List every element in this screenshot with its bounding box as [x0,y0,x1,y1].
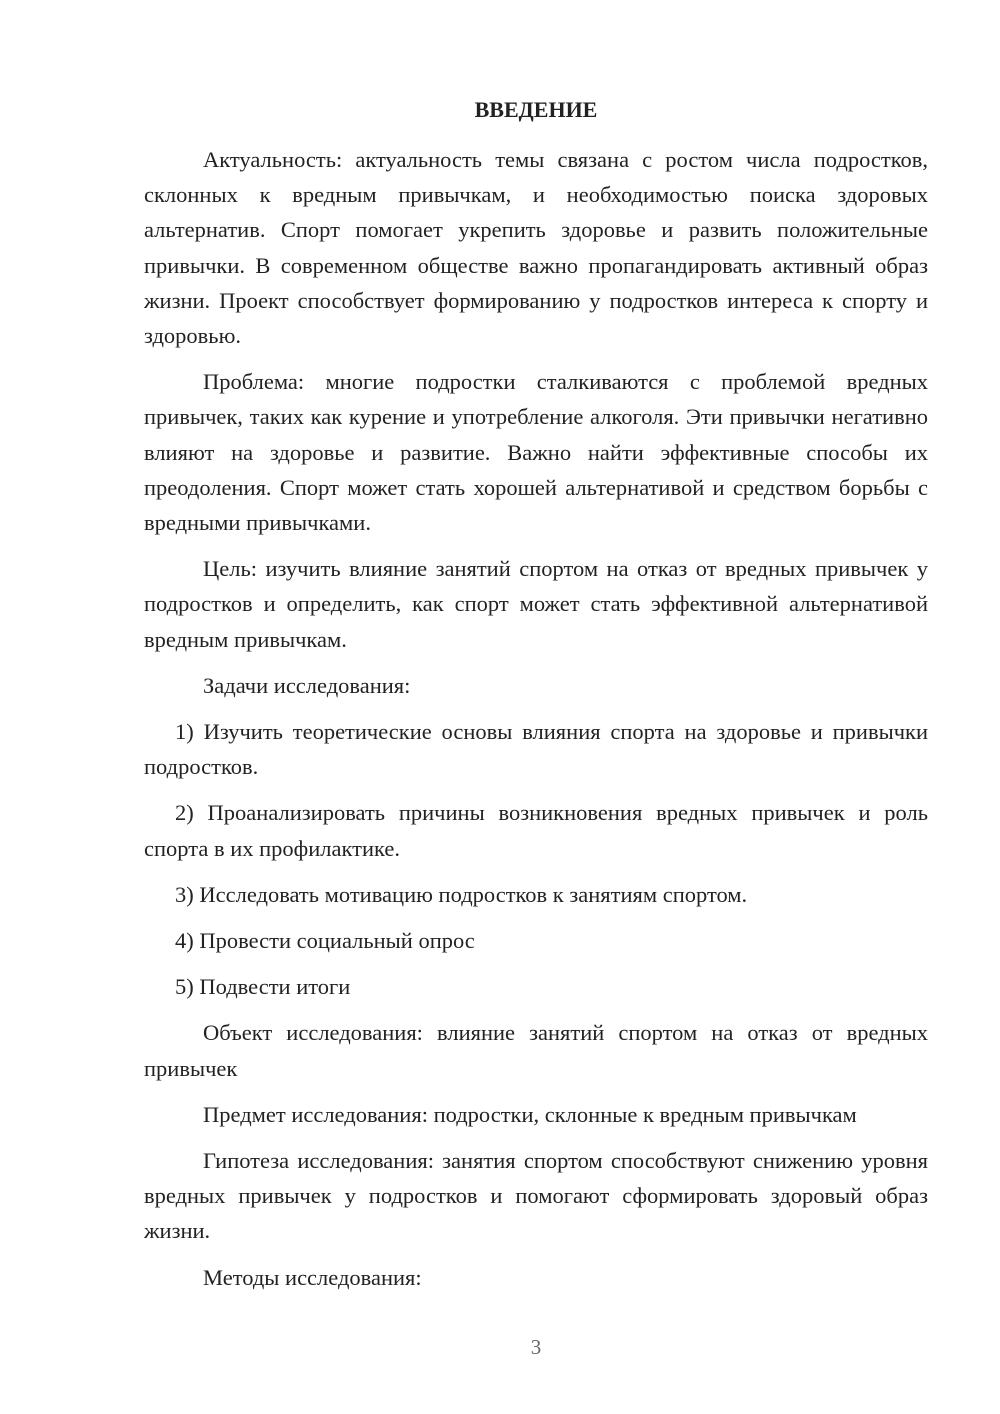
hypothesis-paragraph: Гипотеза исследования: занятия спортом способствуют снижению уровня вредных привычек у подростков и помогают сформировать здоровый образ жизни. [144,1148,928,1244]
relevance-paragraph: Актуальность: актуальность темы связана с ростом числа подростков, склонных к вредным привычкам, и необходимостью поиска здоровых альтернатив. Спорт помогает укрепить здоровье и развить положительные привычки. В современном обществе важно пропагандировать активный образ жизни. Проект способствует формированию у подростков интереса к спорту и здоровью. [144,147,928,349]
page-number: 3 [530,1335,542,1359]
task-item-5: 5) Подвести итоги [175,974,351,1000]
object-paragraph: Объект исследования: влияние занятий спортом на отказ от вредных привычек [144,1020,928,1081]
task-item-1: 1) Изучить теоретические основы влияния спорта на здоровье и привычки подростков. [144,719,928,780]
page-body [144,92,928,1306]
subject-paragraph: Предмет исследования: подростки, склонные к вредным привычкам [203,1101,857,1127]
task-item-3: 3) Исследовать мотивацию подростков к занятиям спортом. [175,881,748,907]
methods-heading: Методы исследования: [203,1264,422,1290]
goal-paragraph: Цель: изучить влияние занятий спортом на отказ от вредных привычек у подростков и определить, как спорт может стать эффективной альтернативой вредным привычкам. [144,556,928,652]
task-item-4: 4) Провести социальный опрос [175,928,475,954]
problem-paragraph: Проблема: многие подростки сталкиваются с проблемой вредных привычек, таких как курение и употребление алкоголя. Эти привычки негативно влияют на здоровье и развитие. Важно найти эффективные способы их преодоления. Спорт может стать хорошей альтернативой и средством борьбы с вредными привычками. [144,369,928,536]
page-title: ВВЕДЕНИЕ [474,97,598,122]
task-item-2: 2) Проанализировать причины возникновения вредных привычек и роль спорта в их профилактике. [144,800,928,861]
tasks-heading: Задачи исследования: [203,672,411,698]
